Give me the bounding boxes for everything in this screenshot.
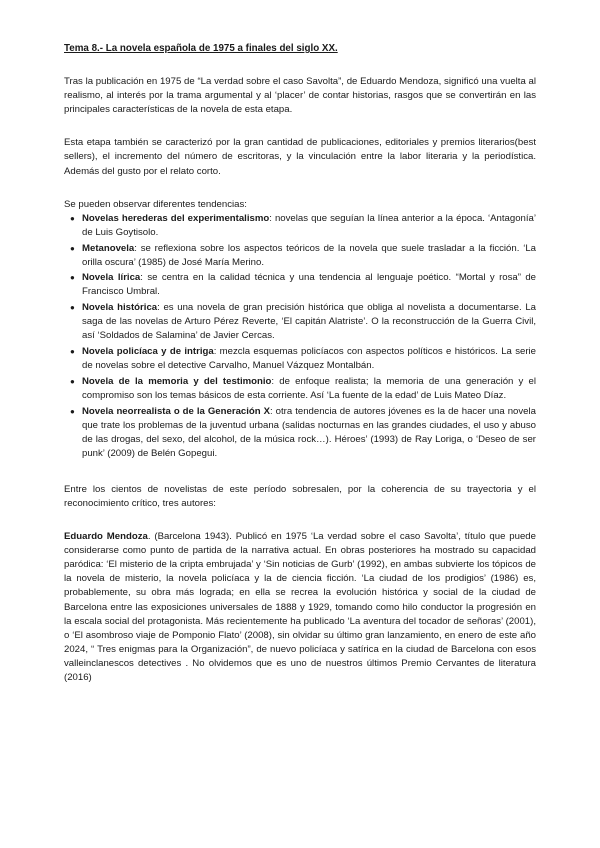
- paragraph-context: Esta etapa también se caracterizó por la gran cantidad de publicaciones, editoriales y premios literarios(best sellers), el incremento del número de escritoras, y la vinculación entre la labor literaria y la periodística. Además del gusto por el relato corto.: [64, 137, 536, 177]
- tendency-term: Novela policíaca y de intriga: [82, 345, 214, 357]
- list-item: [70, 345, 536, 373]
- tendency-text: : novelas que seguían la línea anterior a la época. ‘Antagonía’ de Luis Goytisolo.: [82, 212, 536, 238]
- author-name: Eduardo Mendoza: [64, 531, 148, 543]
- bullet-icon: ●: [70, 243, 75, 253]
- tendency-term: Novelas herederas del experimentalismo: [82, 212, 270, 224]
- document-page: [64, 42, 536, 685]
- bullet-icon: ●: [70, 303, 75, 313]
- tendency-text: : otra tendencia de autores jóvenes es la de hacer una novela que trate los problemas de la juventud urbana (salidas nocturnas en las grandes ciudades, el uso y abuso de las drogas, del sexo, del alcohol, de la música rock…). Héroes’ (1993) de Ray Loriga, o ‘Deseo de ser punk’ (2009) de Belén Gopegui.: [82, 405, 536, 459]
- tendency-text: : de enfoque realista; la memoria de una generación y el compromiso son los temas básicos de esta corriente. Así ‘La fuente de la edad’ de Luis Mateo Díaz.: [82, 375, 536, 401]
- tendency-term: Metanovela: [82, 242, 135, 254]
- author-text: . (Barcelona 1943). Publicó en 1975 ‘La verdad sobre el caso Savolta’, título que puede considerarse como punto de partida de la narrativa actual. En obras posteriores ha mostrado su capacidad paródica: ‘El misterio de la cripta embrujada’ y ‘Sin noticias de Gurb’ (1992), en ambas subvierte los tópicos de la novela de misterio, la novela policíaca y la de ciencia ficción. ‘La ciudad de los prodigios’ (1986) es, probablemente, su obra más lograda; en ella se recrea la evolución histórica y social de la ciudad de Barcelona entre las exposiciones universales de 1888 y 1929, tomando como hilo conductor la progresión en la escala social del protagonista. Más recientemente ha publicado ‘La aventura del tocador de señoras’ (2001), o ‘El asombroso viaje de Pomponio Flato’ (2008), sin olvidar su último gran lanzamiento, en enero de este año 2024, “ Tres enigmas para la Organización”, de nuevo policíaca y satírica en la ciudad de Barcelona con esos valleinclanescos detectives . No olvidemos que es uno de nuestros últimos Premio Cervantes de literatura (2016): [64, 531, 536, 684]
- bullet-icon: ●: [70, 213, 75, 223]
- paragraph-author-mendoza: [64, 530, 536, 685]
- list-item: [70, 242, 536, 270]
- tendencies-intro: Se pueden observar diferentes tendencias:: [64, 198, 247, 210]
- list-item: [70, 271, 536, 299]
- list-item: [70, 301, 536, 343]
- tendency-term: Novela neorrealista o de la Generación X: [82, 405, 271, 417]
- bullet-icon: ●: [70, 406, 75, 416]
- bullet-icon: ●: [70, 346, 75, 356]
- list-item: [70, 212, 536, 240]
- tendencies-list: [64, 212, 536, 461]
- list-item: [70, 375, 536, 403]
- tendency-term: Novela histórica: [82, 302, 158, 314]
- tendency-text: : se centra en la calidad técnica y una tendencia al lenguaje poético. “Mortal y rosa” de Francisco Umbral.: [82, 272, 536, 298]
- paragraph-intro: Tras la publicación en 1975 de “La verdad sobre el caso Savolta”, de Eduardo Mendoza, significó una vuelta al realismo, al interés por la trama argumental y al ‘placer’ de contar historias, rasgos que se convertirán en las principales características de la novela de esta etapa.: [64, 76, 536, 116]
- paragraph-authors-intro: Entre los cientos de novelistas de este período sobresalen, por la coherencia de su trayectoria y el reconocimiento crítico, tres autores:: [64, 483, 536, 509]
- tendency-term: Novela de la memoria y del testimonio: [82, 375, 272, 387]
- list-item: [70, 405, 536, 461]
- tendency-term: Novela lírica: [82, 272, 141, 284]
- bullet-icon: ●: [70, 273, 75, 283]
- tendency-text: : mezcla esquemas policíacos con aspectos políticos e históricos. La serie de novelas sobre el detective Carvalho, Manuel Vázquez Montalbán.: [82, 345, 536, 372]
- page-title: Tema 8.- La novela española de 1975 a finales del siglo XX.: [64, 43, 338, 54]
- tendency-text: : es una novela de gran precisión histórica que obliga al novelista a documentarse. La saga de las novelas de Arturo Pérez Reverte, ‘El capitán Alatriste’. O la reconstrucción de la Guerra Civil, así ‘Soldados de Salamina’ de Javier Cercas.: [82, 302, 536, 342]
- bullet-icon: ●: [70, 376, 75, 386]
- tendency-text: : se reflexiona sobre los aspectos teóricos de la novela que suele trasladar a la ficción. ‘La orilla oscura’ (1985) de José María Merino.: [82, 242, 536, 268]
